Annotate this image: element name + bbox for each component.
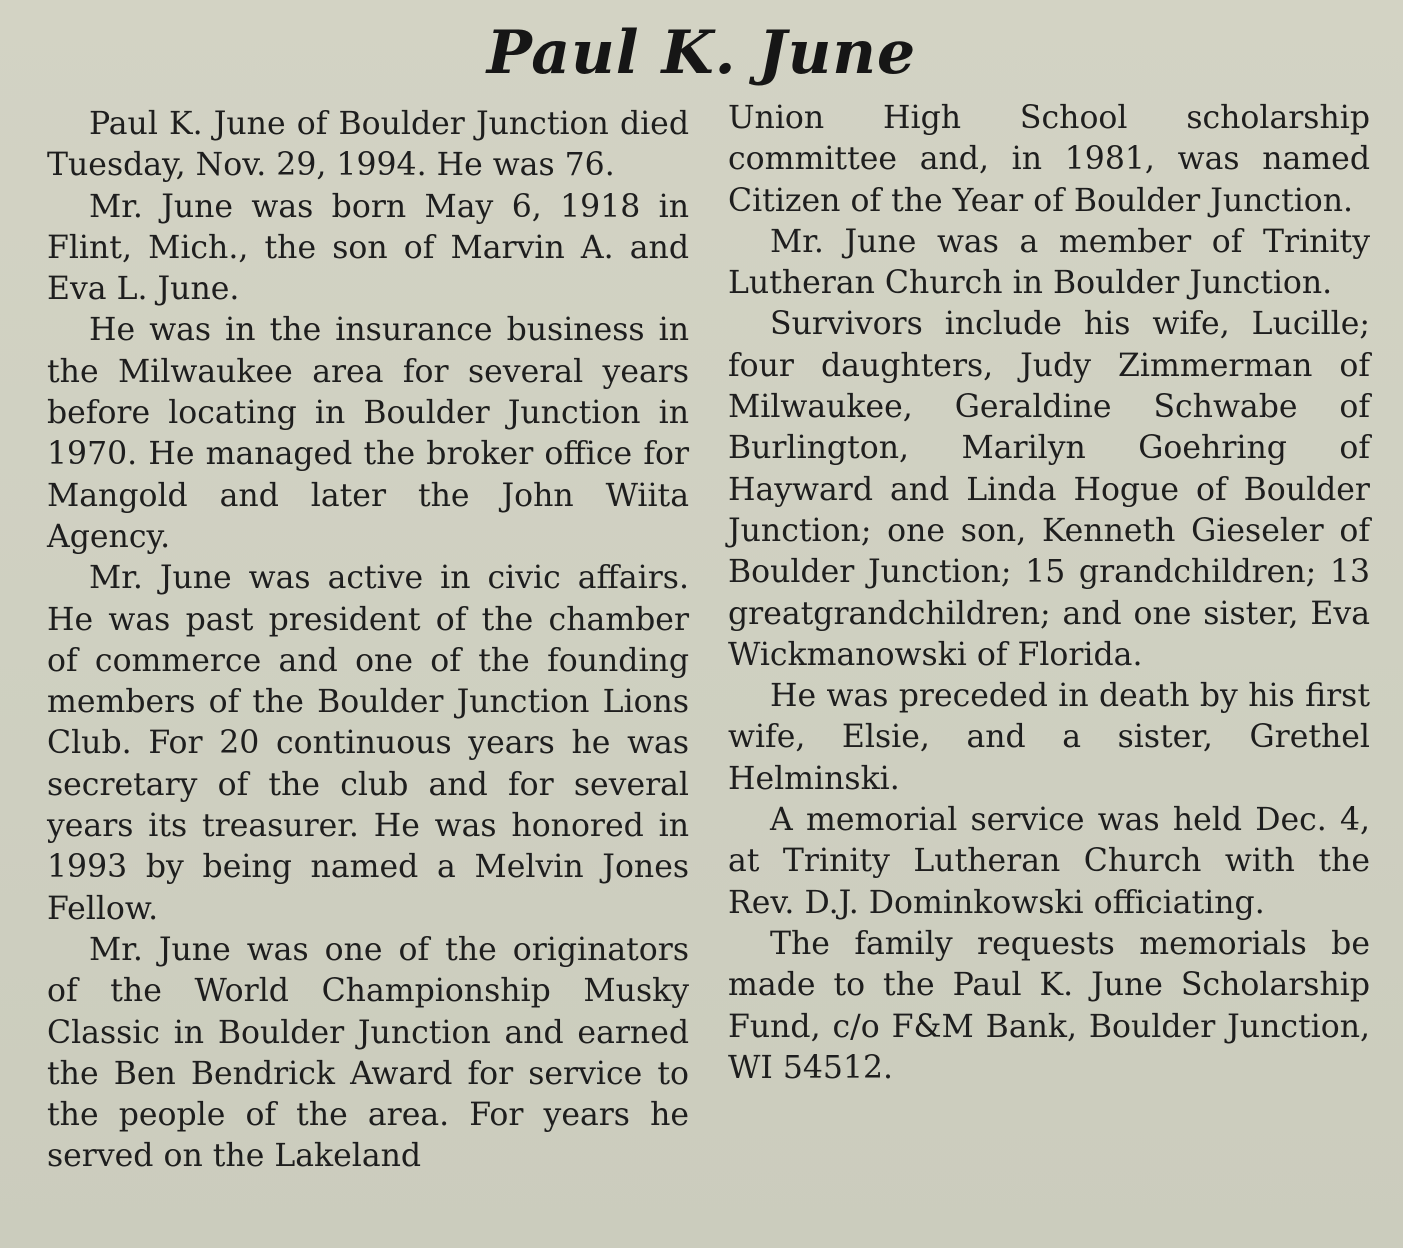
paragraph-musky-classic: Mr. June was one of the originators of the World Championship Musky Classic in Boulder Junction and earned the Ben Bendrick Award for service to the people of the area. For years he served on the Lakeland	[47, 931, 689, 1175]
paragraph-civic-affairs: Mr. June was active in civic affairs. He was past president of the chamber of commerce and one of the founding members of the Boulder Junction Lions Club. For 20 continuous years he was secretary of the club and for several years its treasurer. He was honored in 1993 by being named a Melvin Jones Fellow.	[47, 560, 689, 927]
paragraph-death-notice: Paul K. June of Boulder Junction died Tuesday, Nov. 29, 1994. He was 76.	[47, 106, 689, 184]
paragraph-memorial-service: A memorial service was held Dec. 4, at Trinity Lutheran Church with the Rev. D.J. Dominkowski officiating.	[728, 802, 1370, 921]
paragraph-survivors: Survivors include his wife, Lucille; four daughters, Judy Zimmerman of Milwaukee, Geraldine Schwabe of Burlington, Marilyn Goehring of Hayward and Linda Hogue of Boulder Junction; one son, Kenneth Gieseler of Boulder Junction; 15 grandchildren; 13 greatgrandchildren; and one sister, Eva Wickmanowski of Florida.	[728, 306, 1370, 673]
paragraph-church: Mr. June was a member of Trinity Lutheran Church in Boulder Junction.	[728, 223, 1370, 302]
paragraph-scholarship-continued: Union High School scholarship committee and, in 1981, was named Citizen of the Year of Boulder Junction.	[728, 100, 1370, 219]
left-column	[47, 104, 689, 1178]
paragraph-birth: Mr. June was born May 6, 1918 in Flint, Mich., the son of Marvin A. and Eva L. June.	[47, 188, 689, 308]
paragraph-career: He was in the insurance business in the Milwaukee area for several years before locating in Boulder Junction in 1970. He managed the broker office for Mangold and later the John Wiita Agency.	[47, 312, 689, 555]
paragraph-memorials-request: The family requests memorials be made to the Paul K. June Scholarship Fund, c/o F&M Bank, Boulder Junction, WI 54512.	[728, 925, 1370, 1086]
right-column	[728, 98, 1370, 1089]
obituary-headline: Paul K. June	[486, 18, 917, 88]
paragraph-preceded: He was preceded in death by his first wife, Elsie, and a sister, Grethel Helminski.	[728, 678, 1370, 797]
